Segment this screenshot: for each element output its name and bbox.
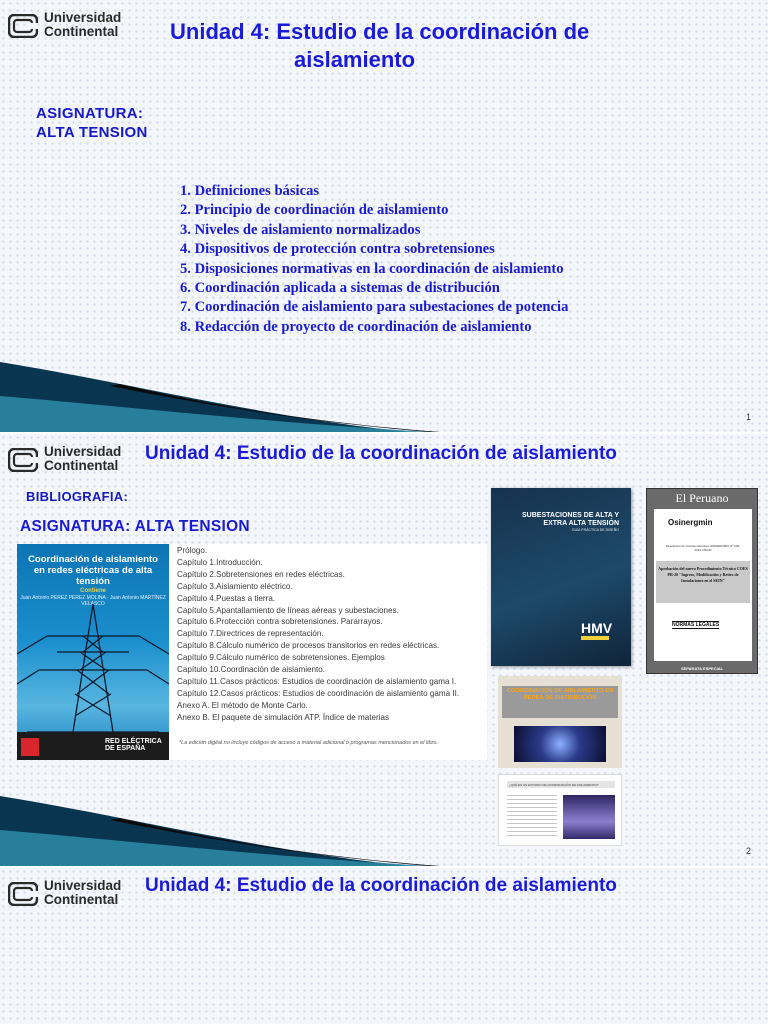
university-logo xyxy=(8,444,128,476)
slide-2 xyxy=(0,434,768,866)
topic-item: 8. Redacción de proyecto de coordinación de aislamiento xyxy=(180,318,532,335)
book-cover-image xyxy=(17,544,169,760)
book-cover-publisher: RED ELÉCTRICA DE ESPAÑA xyxy=(105,738,162,752)
topic-item: 2. Principio de coordinación de aislamiento xyxy=(180,202,449,219)
book-hmv-subtitle: GUÍA PRÁCTICA DE DISEÑO xyxy=(571,528,619,532)
contents-item: Capítulo 2.Sobretensiones en redes eléctricas. xyxy=(177,569,345,579)
contents-item: Capítulo 12.Casos prácticos: Estudios de coordinación de aislamiento gama II. xyxy=(177,688,460,698)
topics-list xyxy=(180,182,568,337)
contents-item: Capítulo 7.Directrices de representación. xyxy=(177,629,324,639)
page-number: 1 xyxy=(745,412,751,422)
contents-item: Capítulo 8.Cálculo numérico de procesos transitorios en redes eléctricas. xyxy=(177,641,440,651)
contents-item: Capítulo 10.Coordinación de aislamiento. xyxy=(177,665,326,675)
transmission-tower-icon xyxy=(17,544,169,760)
book-cover-authors: Juan Antonio PEREZ PEREZ MOLINA · Juan Antonio MARTÍNEZ VELASCO xyxy=(20,595,166,607)
logo-text-line2: Continental xyxy=(44,892,119,907)
subject-name: ALTA TENSION xyxy=(36,124,148,141)
slide-1 xyxy=(0,0,768,432)
book-hmv-image xyxy=(491,488,631,666)
osinergmin-logo: Osinergmin xyxy=(668,518,713,527)
decorative-wave xyxy=(0,362,768,432)
slide-title-line1: Unidad 4: Estudio de la coordinación de xyxy=(170,19,590,44)
decorative-wave xyxy=(0,796,768,866)
topic-item: 4. Dispositivos de protección contra sobretensiones xyxy=(180,241,495,258)
book-contents-list xyxy=(177,545,459,724)
book-contents-panel xyxy=(17,544,487,760)
slide-title-line2: aislamiento xyxy=(294,47,416,72)
contents-item: Capítulo 4.Puestas a tierra. xyxy=(177,593,276,603)
logo-text-line2: Continental xyxy=(44,458,119,473)
page-number: 2 xyxy=(745,846,751,856)
logo-text-line1: Universidad xyxy=(44,878,122,893)
el-peruano-resolution: Resolución de Consejo Directivo OSINERGMIN Nº 035-2013-OS/CD xyxy=(665,544,741,552)
university-logo xyxy=(8,10,128,42)
book-hmv-brand: HMV xyxy=(581,620,613,636)
el-peruano-footer: SEPARATA ESPECIAL xyxy=(680,666,724,671)
contents-footnote: *La edición digital no incluye códigos de acceso a material adicional o programas mencionados en el libro. xyxy=(179,740,438,746)
continental-logo-icon xyxy=(8,448,38,472)
university-logo xyxy=(8,878,128,910)
contents-item: Capítulo 5.Apantallamiento de líneas aéreas y subestaciones. xyxy=(177,605,399,615)
article-heading: ¿QUÉ ES UN ESTUDIO DE COORDINACIÓN DE AISLAMIENTO? xyxy=(507,781,615,788)
subject-label: ASIGNATURA: xyxy=(36,105,144,122)
book-coordinacion-title: COORDINACIÓN DE AISLAMIENTO EN REDES DE DISTRIBUCIÓN xyxy=(506,688,614,701)
slide-title: Unidad 4: Estudio de la coordinación de aislamiento xyxy=(145,443,617,464)
topic-item: 5. Disposiciones normativas en la coordinación de aislamiento xyxy=(180,260,564,277)
topic-item: 7. Coordinación de aislamiento para subestaciones de potencia xyxy=(180,299,569,316)
subject-heading: ASIGNATURA: ALTA TENSION xyxy=(20,518,250,535)
continental-logo-icon xyxy=(8,14,38,38)
continental-logo-icon xyxy=(8,882,38,906)
slide-title: Unidad 4: Estudio de la coordinación de aislamiento xyxy=(145,875,617,896)
logo-text-line1: Universidad xyxy=(44,444,122,459)
book-cover-title: Coordinación de aislamiento en redes eléctricas de alta tensión xyxy=(28,554,158,587)
book-el-peruano-image xyxy=(646,488,758,674)
logo-text-line2: Continental xyxy=(44,24,119,39)
book-cover-subtitle: Contiene xyxy=(80,588,106,594)
el-peruano-masthead: El Peruano xyxy=(675,491,729,505)
book-cover-footer xyxy=(17,732,169,760)
contents-item: Capítulo 11.Casos prácticos: Estudios de coordinación de aislamiento gama I. xyxy=(177,676,457,686)
el-peruano-headline: Aprobación del nuevo Procedimiento Técnico COES PR-20 "Ingreso, Modificación y Retiro de Instalaciones en el SEIN" xyxy=(656,561,750,603)
contents-item: Anexo B. El paquete de simulación ATP. Índice de materias xyxy=(177,712,390,722)
book-hmv-stripe xyxy=(581,636,609,640)
contents-item: Capítulo 3.Aislamiento eléctrico. xyxy=(177,581,293,591)
publisher-logo-icon xyxy=(21,738,39,756)
contents-item: Capítulo 1.Introducción. xyxy=(177,557,263,567)
contents-item: Capítulo 6.Protección contra sobretensiones. Pararrayos. xyxy=(177,617,383,627)
contents-item: Capítulo 9.Cálculo numérico de sobretensiones. Ejemplos xyxy=(177,653,385,663)
slide-3 xyxy=(0,868,768,1024)
lightning-image xyxy=(514,726,606,762)
book-coordinacion-image xyxy=(498,676,622,768)
logo-text-line1: Universidad xyxy=(44,10,122,25)
slide-title xyxy=(170,18,730,74)
el-peruano-section: NORMAS LEGALES xyxy=(672,622,720,628)
contents-item: Anexo A. El método de Monte Carlo. xyxy=(177,700,308,710)
contents-item: Prólogo. xyxy=(177,546,208,555)
topic-item: 3. Niveles de aislamiento normalizados xyxy=(180,221,421,238)
bibliography-label: BIBLIOGRAFIA: xyxy=(26,489,129,504)
topic-item: 6. Coordinación aplicada a sistemas de distribución xyxy=(180,280,500,297)
subject-heading xyxy=(36,104,148,142)
el-peruano-page xyxy=(654,509,752,661)
topic-item: 1. Definiciones básicas xyxy=(180,183,320,199)
book-hmv-title: SUBESTACIONES DE ALTA Y EXTRA ALTA TENSIÓN xyxy=(522,512,619,527)
